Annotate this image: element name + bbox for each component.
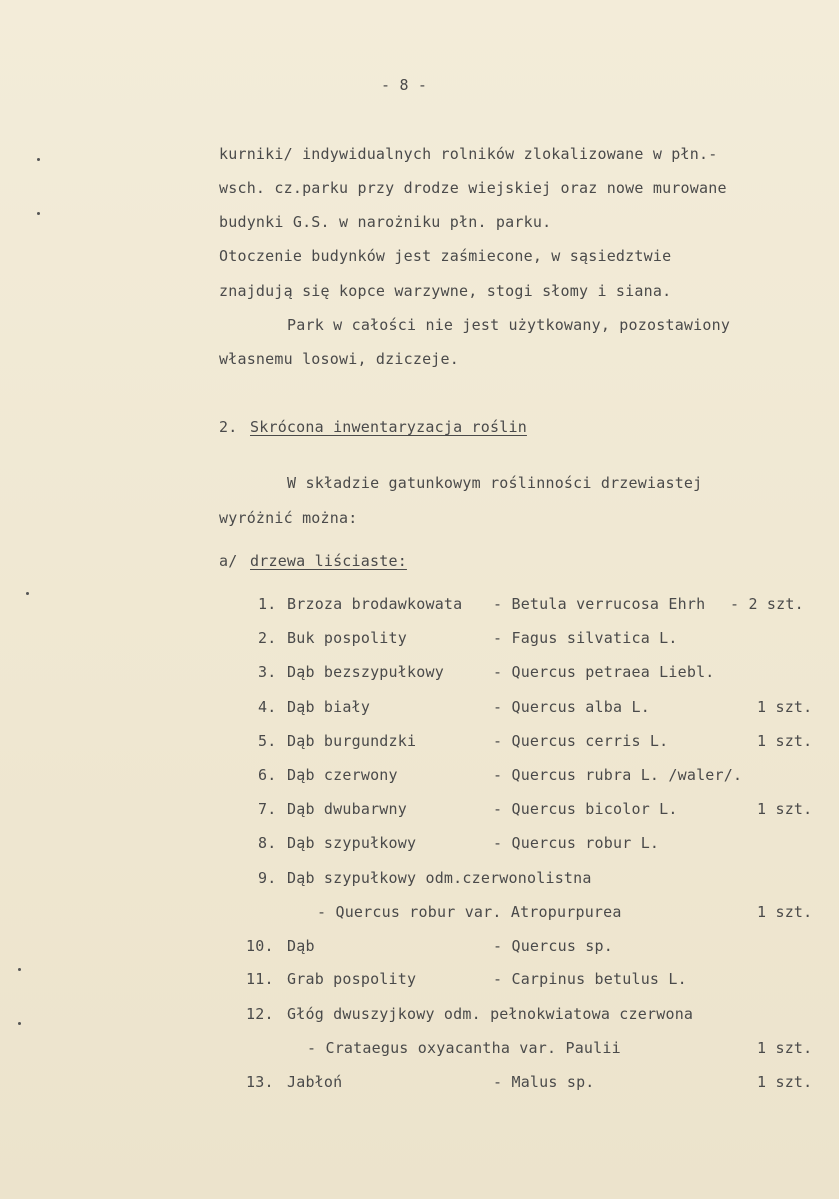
- paragraph-line: wsch. cz.parku przy drodze wiejskiej oraz nowe murowane: [219, 179, 727, 197]
- item-latin-name: - Quercus bicolor L.: [493, 800, 678, 818]
- item-polish-name: Dąb biały: [287, 698, 371, 716]
- item-number: 13.: [246, 1073, 274, 1091]
- item-latin-name: - Betula verrucosa Ehrh: [493, 595, 706, 613]
- section-number: 2.: [219, 418, 238, 436]
- item-number: 2.: [258, 629, 277, 647]
- item-polish-name: Grab pospolity: [287, 970, 417, 988]
- item-polish-name: Jabłoń: [287, 1073, 343, 1091]
- item-latin-name: - Quercus cerris L.: [493, 732, 669, 750]
- paragraph-line: kurniki/ indywidualnych rolników zlokalizowane w płn.-: [219, 145, 718, 163]
- page-number: - 8 -: [381, 76, 428, 94]
- scan-speck: [18, 968, 21, 971]
- item-count: 1 szt.: [757, 732, 813, 750]
- section-heading: Skrócona inwentaryzacja roślin: [250, 418, 527, 436]
- item-latin-name: - Carpinus betulus L.: [493, 970, 687, 988]
- paragraph-line: Otoczenie budynków jest zaśmiecone, w sąsiedztwie: [219, 247, 672, 265]
- item-number: 1.: [258, 595, 277, 613]
- item-count: 1 szt.: [757, 903, 813, 921]
- item-number: 11.: [246, 970, 274, 988]
- item-latin-name: - Quercus rubra L. /waler/.: [493, 766, 743, 784]
- item-latin-name: - Fagus silvatica L.: [493, 629, 678, 647]
- item-number: 10.: [246, 937, 274, 955]
- scan-speck: [18, 1022, 21, 1025]
- intro-line: wyróżnić można:: [219, 509, 358, 527]
- item-number: 3.: [258, 663, 277, 681]
- scan-speck: [26, 592, 29, 595]
- item-polish-name: Dąb burgundzki: [287, 732, 417, 750]
- item-count: 1 szt.: [757, 698, 813, 716]
- item-latin-name: - Quercus alba L.: [493, 698, 650, 716]
- paragraph-line: budynki G.S. w narożniku płn. parku.: [219, 213, 552, 231]
- item-number: 7.: [258, 800, 277, 818]
- item-polish-name: Dąb czerwony: [287, 766, 398, 784]
- item-latin-name: - Quercus robur var. Atropurpurea: [317, 903, 622, 921]
- item-polish-name: Dąb szypułkowy: [287, 834, 417, 852]
- paragraph-line: znajdują się kopce warzywne, stogi słomy i siana.: [219, 282, 672, 300]
- item-polish-name: Dąb dwubarwny: [287, 800, 407, 818]
- scan-speck: [37, 212, 40, 215]
- item-latin-name: - Quercus robur L.: [493, 834, 660, 852]
- item-latin-name: - Crataegus oxyacantha var. Paulii: [307, 1039, 621, 1057]
- item-number: 8.: [258, 834, 277, 852]
- item-polish-name: Głóg dwuszyjkowy odm. pełnokwiatowa czerwona: [287, 1005, 694, 1023]
- item-number: 6.: [258, 766, 277, 784]
- item-polish-name: Dąb: [287, 937, 315, 955]
- item-count: 1 szt.: [757, 1073, 813, 1091]
- item-count: 1 szt.: [757, 800, 813, 818]
- item-count: 1 szt.: [757, 1039, 813, 1057]
- item-latin-name: - Quercus petraea Liebl.: [493, 663, 715, 681]
- item-number: 4.: [258, 698, 277, 716]
- intro-line: W składzie gatunkowym roślinności drzewiastej: [287, 474, 703, 492]
- paragraph-line: Park w całości nie jest użytkowany, pozostawiony: [287, 316, 731, 334]
- paragraph-line: własnemu losowi, dziczeje.: [219, 350, 459, 368]
- item-polish-name: Dąb bezszypułkowy: [287, 663, 444, 681]
- item-number: 5.: [258, 732, 277, 750]
- item-polish-name: Brzoza brodawkowata: [287, 595, 463, 613]
- item-number: 12.: [246, 1005, 274, 1023]
- item-latin-name: - Quercus sp.: [493, 937, 613, 955]
- subsection-heading: drzewa liściaste:: [250, 552, 407, 570]
- item-latin-name: - Malus sp.: [493, 1073, 595, 1091]
- item-polish-name: Buk pospolity: [287, 629, 407, 647]
- item-count: - 2 szt.: [730, 595, 804, 613]
- subsection-prefix: a/: [219, 552, 238, 570]
- item-number: 9.: [258, 869, 277, 887]
- item-polish-name: Dąb szypułkowy odm.czerwonolistna: [287, 869, 592, 887]
- scan-speck: [37, 158, 40, 161]
